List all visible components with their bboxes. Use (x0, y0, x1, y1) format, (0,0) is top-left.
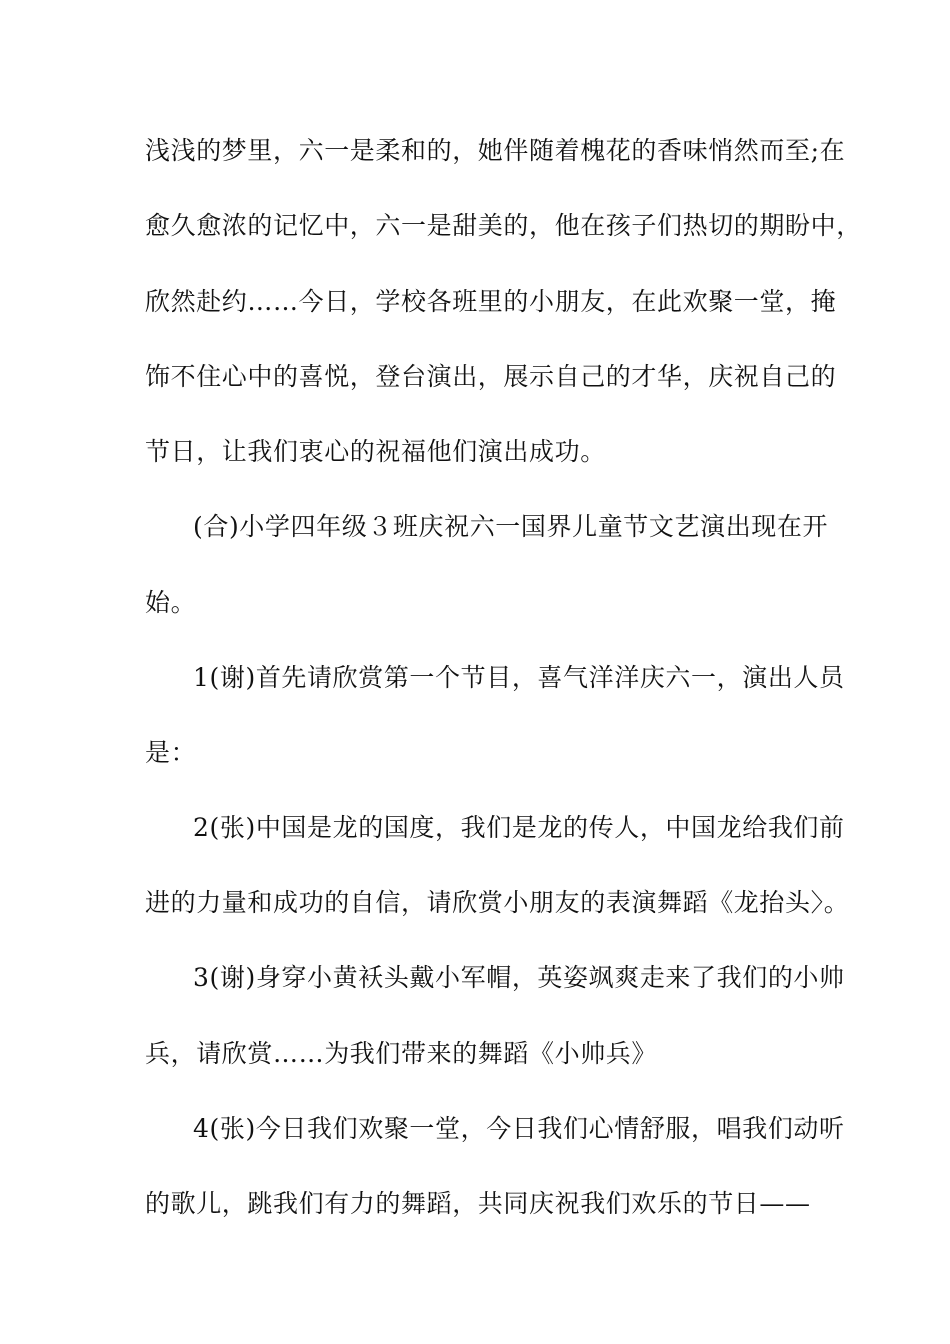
paragraph-first-line: 2(张)中国是龙的国度，我们是龙的传人，中国龙给我们前 (193, 813, 845, 842)
paragraph-first-line: 3(谢)身穿小黄袄头戴小军帽，英姿飒爽走来了我们的小帅 (193, 963, 845, 992)
paragraph-first-line: 4(张)今日我们欢聚一堂，今日我们心情舒服，唱我们动听 (193, 1114, 845, 1143)
paragraph-first-line: 1(谢)首先请欣赏第一个节目，喜气洋洋庆六一，演出人员 (193, 663, 845, 692)
text-line: 节日，让我们衷心的祝福他们演出成功。 (145, 437, 606, 466)
text-line: 浅浅的梦里，六一是柔和的，她伴随着槐花的香味悄然而至;在 (145, 136, 846, 165)
paragraph-first-line: (合)小学四年级３班庆祝六一国界儿童节文艺演出现在开 (193, 512, 829, 541)
text-line: 欣然赴约……今日，学校各班里的小朋友，在此欢聚一堂，掩 (145, 287, 837, 316)
text-line: 是： (145, 738, 197, 767)
text-line: 进的力量和成功的自信，请欣赏小朋友的表演舞蹈《龙抬头〉。 (145, 888, 850, 917)
text-line: 始。 (145, 588, 197, 617)
text-line: 愈久愈浓的记忆中，六一是甜美的，他在孩子们热切的期盼中， (145, 211, 862, 240)
text-line: 饰不住心中的喜悦，登台演出，展示自己的才华，庆祝自己的 (145, 362, 837, 391)
text-line: 的歌儿，跳我们有力的舞蹈，共同庆祝我们欢乐的节日—— (145, 1189, 811, 1218)
text-line: 兵，请欣赏……为我们带来的舞蹈《小帅兵》 (145, 1039, 658, 1068)
